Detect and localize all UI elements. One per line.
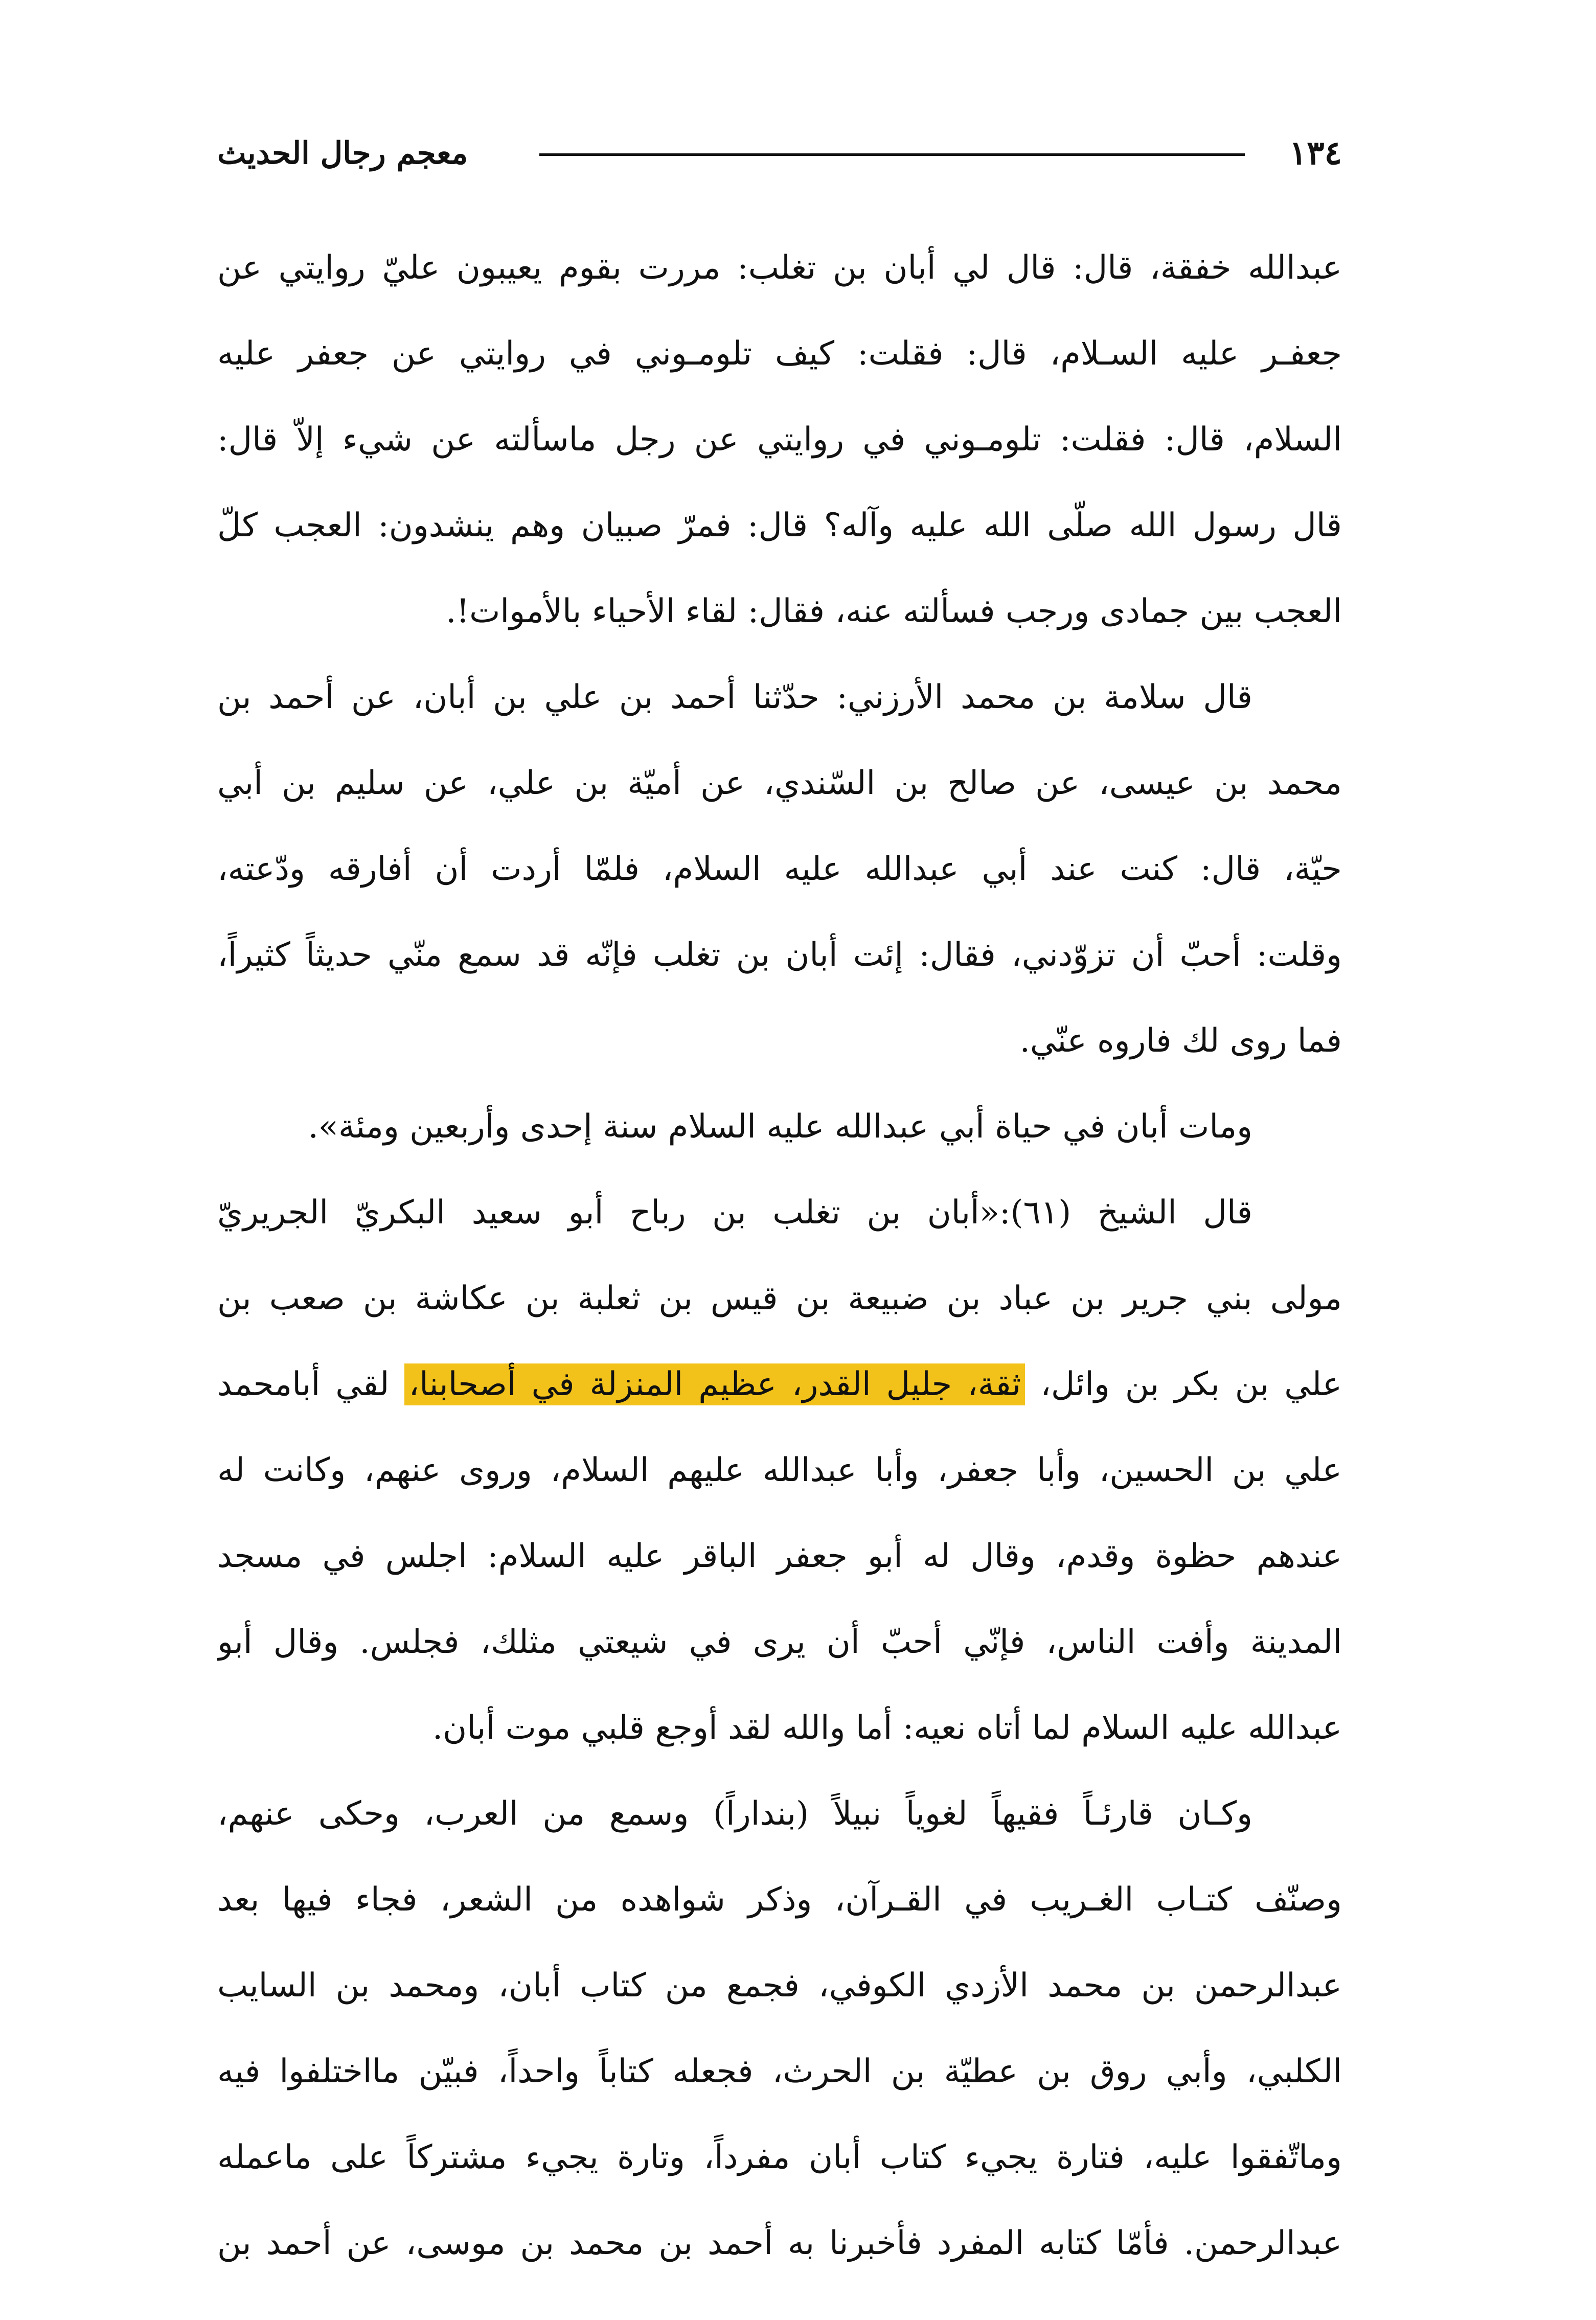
text-line: عبدالرحمن بن محمد الأزدي الكوفي، فجمع من كتاب أبان، ومحمد بن السايب xyxy=(217,1967,1342,2005)
text-line: عبدالله خفقة، قال: قال لي أبان بن تغلب: مررت بقوم يعيبون عليّ روايتي عن xyxy=(217,249,1342,287)
text-line: ومات أبان في حياة أبي عبدالله عليه السلام سنة إحدى وأربعين ومئة». xyxy=(308,1108,1252,1146)
text-line: عبدالرحمن. فأمّا كتابه المفرد فأخبرنا به أحمد بن محمد بن موسى، عن أحمد بن xyxy=(217,2224,1342,2262)
highlighted-phrase: ثقة، جليل القدر، عظيم المنزلة في أصحابنا، xyxy=(404,1363,1025,1405)
text-line: عندهم حظوة وقدم، وقال له أبو جعفر الباقر عليه السلام: اجلس في مسجد xyxy=(217,1537,1342,1575)
text-line: قال رسول الله صلّى الله عليه وآله؟ قال: فمرّ صبيان وهم ينشدون: العجب كلّ xyxy=(217,507,1342,544)
text-line: قال سلامة بن محمد الأرزني: حدّثنا أحمد بن علي بن أبان، عن أحمد بن xyxy=(217,678,1252,716)
text-line: وماتّفقوا عليه، فتارة يجيء كتاب أبان مفرداً، وتارة يجيء مشتركاً على ماعمله xyxy=(217,2139,1342,2176)
text-before-highlight: علي بن بكر بن وائل، xyxy=(1025,1366,1342,1403)
page-number: ١٣٤ xyxy=(1289,134,1342,172)
highlighted-text-line xyxy=(217,1341,1342,1427)
text-line: وصنّف كتـاب الغـريب في القـرآن، وذكر شواهده من الشعر، فجاء فيها بعد xyxy=(217,1881,1342,1919)
page-header xyxy=(217,133,1342,174)
header-rule xyxy=(539,153,1245,156)
text-line: وكـان قارئـاً فقيهاً لغوياً نبيلاً (بنداراً) وسمع من العرب، وحكى عنهم، xyxy=(217,1795,1252,1833)
text-line: علي بن الحسين، وأبا جعفر، وأبا عبدالله عليهم السلام، وروى عنهم، وكانت له xyxy=(217,1451,1342,1489)
text-line: وقلت: أحبّ أن تزوّدني، فقال: إئت أبان بن تغلب فإنّه قد سمع منّي حديثاً كثيراً، xyxy=(217,936,1342,974)
text-line: الكلبي، وأبي روق بن عطيّة بن الحرث، فجعله كتاباً واحداً، فبيّن مااختلفوا فيه xyxy=(217,2053,1342,2090)
running-title: معجم رجال الحديث xyxy=(217,135,468,171)
text-line: مولى بني جرير بن عباد بن ضبيعة بن قيس بن ثعلبة بن عكاشة بن صعب بن xyxy=(217,1280,1342,1317)
text-line: قال الشيخ (٦١):«أبان بن تغلب بن رباح أبو سعيد البكريّ الجريريّ xyxy=(217,1194,1253,1232)
text-line: حيّة، قال: كنت عند أبي عبدالله عليه السلام، فلمّا أردت أن أفارقه ودّعته، xyxy=(217,850,1342,888)
text-line: جعفـر عليه السـلام، قال: فقلت: كيف تلومـوني في روايتي عن جعفر عليه xyxy=(217,335,1342,373)
text-line: فما روى لك فاروه عنّي. xyxy=(1019,1022,1342,1060)
text-line: المدينة وأفت الناس، فإنّي أحبّ أن يرى في شيعتي مثلك، فجلس. وقال أبو xyxy=(217,1623,1342,1661)
text-line: عبدالله عليه السلام لما أتاه نعيه: أما والله لقد أوجع قلبي موت أبان. xyxy=(432,1709,1342,1747)
text-line: السلام، قال: فقلت: تلومـوني في روايتي عن رجل ماسألته عن شيء إلاّ قال: xyxy=(217,421,1342,459)
body-text xyxy=(217,225,1342,2286)
text-line: العجب بين جمادى ورجب فسألته عنه، فقال: لقاء الأحياء بالأموات!. xyxy=(446,593,1342,630)
text-line: محمد بن عيسى، عن صالح بن السّندي، عن أميّة بن علي، عن سليم بن أبي xyxy=(217,764,1342,802)
text-after-highlight: لقي أبامحمد xyxy=(217,1366,405,1403)
